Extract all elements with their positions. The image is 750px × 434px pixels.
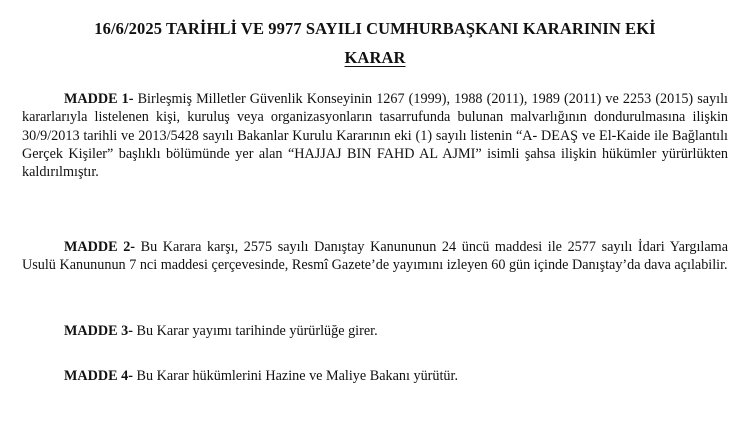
article-4-text: Bu Karar hükümlerini Hazine ve Maliye Bakanı yürütür. <box>136 368 459 384</box>
article-1-label: MADDE 1- <box>64 91 138 107</box>
article-1 <box>22 90 728 181</box>
document-subtitle-line <box>0 48 750 68</box>
karar-heading: KARAR <box>344 48 406 67</box>
article-2-text: Bu Karara karşı, 2575 sayılı Danıştay Kanununun 24 üncü maddesi ile 2577 sayılı İdari Yargılama Usulü Kanununun 7 nci maddesi çerçevesinde, Resmî Gazete’de yayımını izleyen 60 gün içinde Danıştay’da dava açılabilir. <box>22 239 728 274</box>
article-4-label: MADDE 4- <box>64 368 137 384</box>
article-2-label: MADDE 2- <box>64 239 141 255</box>
document-title: 16/6/2025 TARİHLİ VE 9977 SAYILI CUMHURBAŞKANI KARARININ EKİ <box>94 19 656 38</box>
article-3-text: Bu Karar yayımı tarihinde yürürlüğe girer. <box>136 323 378 339</box>
article-3 <box>22 322 728 340</box>
article-3-label: MADDE 3- <box>64 323 137 339</box>
article-2 <box>22 238 728 275</box>
article-4 <box>22 367 728 385</box>
article-1-text: Birleşmiş Milletler Güvenlik Konseyinin 1267 (1999), 1988 (2011), 1989 (2011) ve 2253 (2015) sayılı kararlarıyla listelenen kişi, kuruluş veya organizasyonların tasarrufunda bulunan malvarlığının dondurulmasına ilişkin 30/9/2013 tarihli ve 2013/5428 sayılı Bakanlar Kurulu Kararının eki (1) sayılı listenin “A- DEAŞ ve El-Kaide ile Bağlantılı Gerçek Kişiler” başlıklı bölümünde yer alan “HAJJAJ BIN FAHD AL AJMI” isimli şahsa ilişkin hükümler yürürlükten kaldırılmıştır. <box>22 91 728 181</box>
